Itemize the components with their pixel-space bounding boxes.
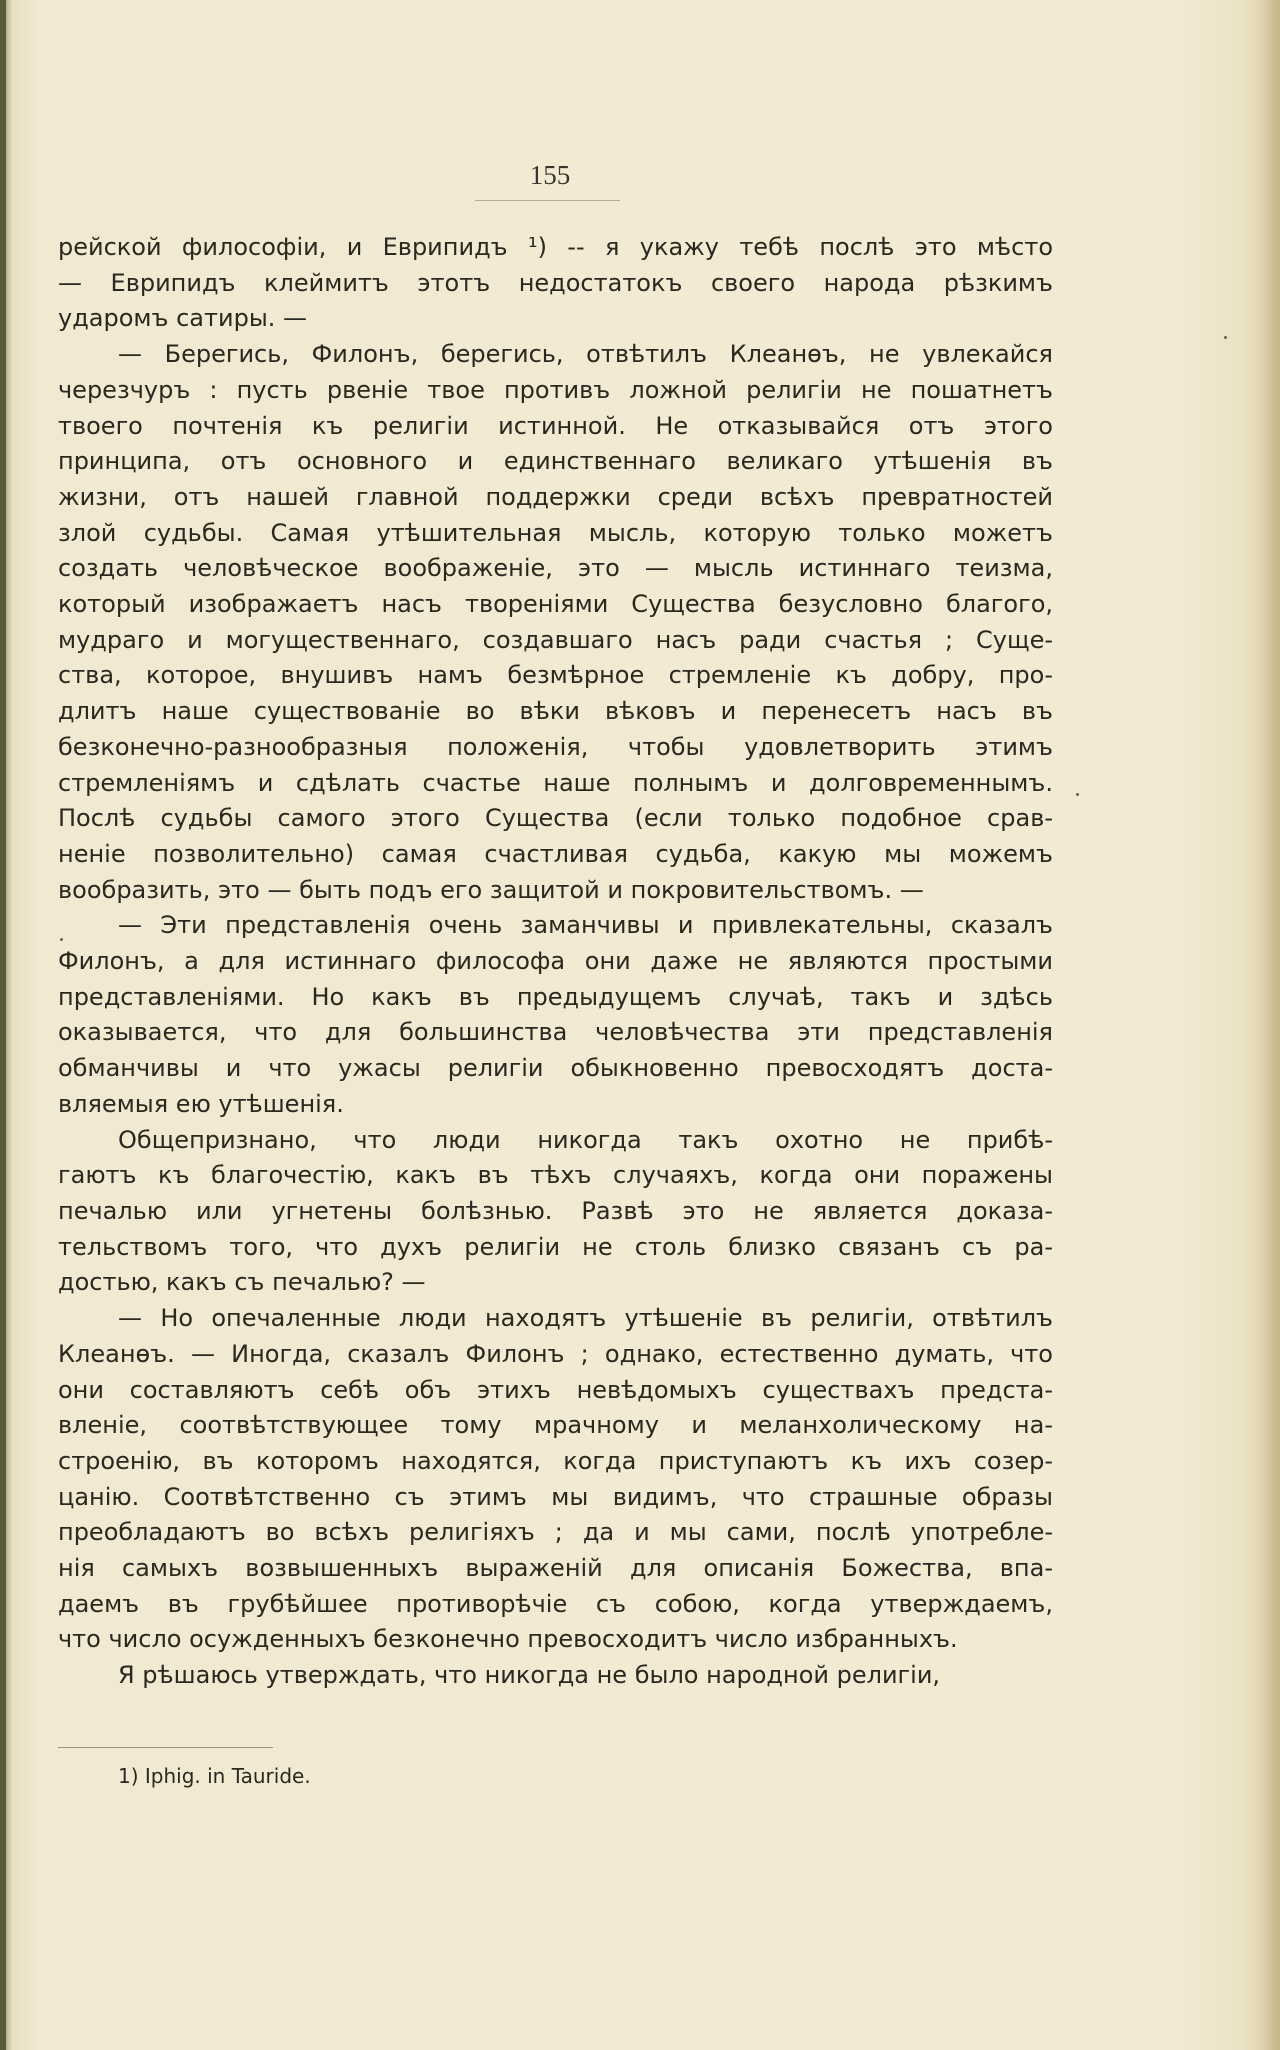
text-line: достью, какъ съ печалью? — xyxy=(58,1268,426,1297)
text-line: даемъ въ грубѣйшее противорѣчіе съ собою, когда утверждаемъ, xyxy=(58,1589,1053,1618)
text-line: они составляютъ себѣ объ этихъ невѣдомыхъ существахъ предста- xyxy=(58,1375,1053,1404)
footnote-rule xyxy=(58,1747,273,1748)
page-number-rule xyxy=(475,200,620,201)
text-line: — Эти представленія очень заманчивы и привлекательны, сказалъ xyxy=(118,911,1053,940)
text-line: рейской философіи, и Еврипидъ ¹) -- я укажу тебѣ послѣ это мѣсто xyxy=(58,233,1053,261)
text-line: безконечно-разнообразныя положенія, чтобы удовлетворить этимъ xyxy=(58,732,1053,761)
text-line: строенію, въ которомъ находятся, когда приступаютъ къ ихъ созер- xyxy=(58,1446,1053,1475)
paper-speck xyxy=(1076,793,1079,796)
text-line: Общепризнано, что люди никогда такъ охотно не прибѣ- xyxy=(118,1125,1053,1154)
paragraph xyxy=(58,1123,1053,1302)
text-line: длитъ наше существованіе во вѣки вѣковъ и перенесетъ насъ въ xyxy=(58,697,1053,726)
paper-speck xyxy=(1224,336,1227,339)
text-line: — Но опечаленные люди находятъ утѣшеніе въ религіи, отвѣтилъ xyxy=(118,1304,1053,1333)
paragraph xyxy=(58,1301,1053,1658)
body-text xyxy=(58,230,1053,1694)
page-number: 155 xyxy=(529,160,571,190)
text-line: Послѣ судьбы самого этого Существа (если только подобное срав- xyxy=(58,804,1053,833)
text-line: злой судьбы. Самая утѣшительная мысль, которую только можетъ xyxy=(58,518,1053,547)
text-line: оказывается, что для большинства человѣчества эти представленія xyxy=(58,1018,1053,1047)
text-line: вляемыя ею утѣшенія. xyxy=(58,1089,344,1118)
text-line: ударомъ сатиры. — xyxy=(58,304,308,333)
text-line: жизни, отъ нашей главной поддержки среди всѣхъ превратностей xyxy=(58,482,1053,511)
paper-speck xyxy=(60,938,63,941)
text-line: принципа, отъ основного и единственнаго великаго утѣшенія въ xyxy=(58,447,1053,476)
footnote: 1) Iphig. in Tauride. xyxy=(118,1764,311,1788)
paragraph xyxy=(58,230,1053,337)
text-line: черезчуръ : пусть рвеніе твое противъ ложной религіи не пошатнетъ xyxy=(58,375,1053,404)
page-right-edge xyxy=(1258,0,1280,2050)
text-line: ства, которое, внушивъ намъ безмѣрное стремленіе къ добру, про- xyxy=(58,661,1053,690)
text-line: Клеанѳъ. — Иногда, сказалъ Филонъ ; однако, естественно думать, что xyxy=(58,1339,1053,1368)
text-line: Я рѣшаюсь утверждать, что никогда не было народной религіи, xyxy=(118,1661,941,1690)
text-line: нія самыхъ возвышенныхъ выраженій для описанія Божества, впа- xyxy=(58,1554,1053,1583)
text-line: вообразить, это — быть подъ его защитой и покровительствомъ. — xyxy=(58,875,924,904)
text-line: преобладаютъ во всѣхъ религіяхъ ; да и мы сами, послѣ употребле- xyxy=(58,1518,1053,1547)
text-line: тельствомъ того, что духъ религіи не столь близко связанъ съ ра- xyxy=(58,1232,1053,1261)
text-line: — Берегись, Филонъ, берегись, отвѣтилъ Клеанѳъ, не увлекайся xyxy=(118,340,1053,369)
text-line: что число осужденныхъ безконечно превосходитъ число избранныхъ. xyxy=(58,1625,958,1654)
paragraph xyxy=(58,337,1053,908)
page-spine-edge xyxy=(0,0,6,2050)
text-line: представленіями. Но какъ въ предыдущемъ случаѣ, такъ и здѣсь xyxy=(58,982,1053,1011)
text-line: цанію. Соотвѣтственно съ этимъ мы видимъ, что страшные образы xyxy=(58,1482,1053,1511)
text-line: гаютъ къ благочестію, какъ въ тѣхъ случаяхъ, когда они поражены xyxy=(58,1161,1053,1190)
text-line: стремленіямъ и сдѣлать счастье наше полнымъ и долговременнымъ. xyxy=(58,768,1053,797)
paragraph xyxy=(58,908,1053,1122)
text-line: неніе позволительно) самая счастливая судьба, какую мы можемъ xyxy=(58,839,1053,868)
text-line: Филонъ, а для истиннаго философа они даже не являются простыми xyxy=(58,947,1053,976)
text-line: который изображаетъ насъ твореніями Существа безусловно благого, xyxy=(58,590,1053,619)
text-line: обманчивы и что ужасы религіи обыкновенно превосходятъ доста- xyxy=(58,1054,1053,1083)
text-line: — Еврипидъ клеймитъ этотъ недостатокъ своего народа рѣзкимъ xyxy=(58,268,1053,297)
text-line: создать человѣческое воображеніе, это — мысль истиннаго теизма, xyxy=(58,554,1053,583)
text-line: печалью или угнетены болѣзнью. Развѣ это не является доказа- xyxy=(58,1196,1053,1225)
text-line: твоего почтенія къ религіи истинной. Не отказывайся отъ этого xyxy=(58,411,1053,440)
text-line: мудраго и могущественнаго, создавшаго насъ ради счастья ; Суще- xyxy=(58,625,1053,654)
text-line: вленіе, соотвѣтствующее тому мрачному и меланхолическому на- xyxy=(58,1411,1053,1440)
paragraph xyxy=(58,1658,1053,1694)
